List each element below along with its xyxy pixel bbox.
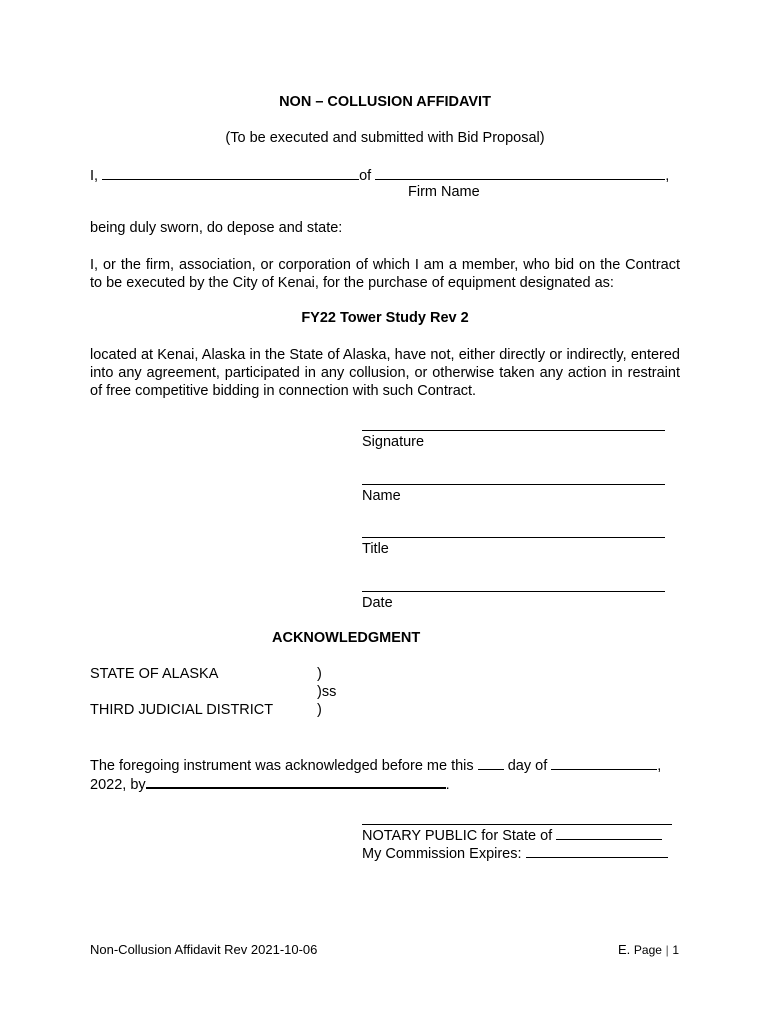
footer-prefix: E. (618, 942, 631, 957)
day-of-text: day of (507, 758, 548, 774)
sworn-statement: being duly sworn, do depose and state: (90, 220, 343, 236)
project-name: FY22 Tower Study Rev 2 (301, 310, 469, 326)
district-label: THIRD JUDICIAL DISTRICT (90, 702, 274, 718)
date-line[interactable] (362, 591, 665, 592)
signature-line[interactable] (362, 430, 665, 431)
commission-expires-label: My Commission Expires: (362, 846, 522, 862)
foregoing-line (90, 756, 661, 774)
intro-of: of (359, 168, 372, 184)
footer-page (618, 942, 679, 957)
title-label: Title (362, 541, 389, 557)
paragraph-non-collusion: located at Kenai, Alaska in the State of Alaska, have not, either directly or indirectly, entered into any agreement, participated in any collusion, or otherwise taken any action in restraint of free competitive bidding in connection with such Contract. (90, 347, 680, 399)
document-subtitle: (To be executed and submitted with Bid Proposal) (225, 130, 545, 146)
firm-name-label: Firm Name (408, 184, 480, 200)
intro-prefix: I, (90, 168, 99, 184)
intro-line (90, 166, 669, 184)
intro-suffix: , (665, 168, 670, 184)
notary-public-label: NOTARY PUBLIC for State of (362, 828, 553, 844)
foregoing-comma: , (657, 758, 662, 774)
affiant-name-blank[interactable] (102, 166, 359, 180)
title-line[interactable] (362, 537, 665, 538)
signature-label: Signature (362, 434, 425, 450)
foregoing-text: The foregoing instrument was acknowledged before me this (90, 758, 474, 774)
year-by-text: 2022, by (90, 777, 146, 793)
year-by-period: . (445, 777, 450, 793)
notary-signature-line[interactable] (362, 824, 672, 825)
document-title: NON – COLLUSION AFFIDAVIT (279, 94, 491, 110)
commission-line (362, 844, 668, 862)
month-blank[interactable] (551, 756, 657, 770)
year-by-line (90, 774, 450, 793)
paragraph-bid: I, or the firm, association, or corporation of which I am a member, who bid on the Contract to be executed by the City of Kenai, for the purchase of equipment designated as: (90, 257, 680, 291)
notary-line (362, 826, 662, 844)
footer-page-label: Page (633, 943, 662, 957)
footer-separator: | (665, 943, 669, 957)
acknowledged-by-blank[interactable] (146, 774, 446, 789)
footer-page-number: 1 (672, 943, 680, 957)
paren-top: ) (317, 666, 322, 682)
paren-bottom: ) (317, 702, 322, 718)
date-label: Date (362, 595, 393, 611)
state-label: STATE OF ALASKA (90, 666, 219, 682)
footer-revision: Non-Collusion Affidavit Rev 2021-10-06 (90, 942, 318, 957)
commission-expires-blank[interactable] (526, 844, 668, 858)
day-blank[interactable] (478, 756, 504, 770)
ss-label: )ss (317, 684, 337, 700)
name-line[interactable] (362, 484, 665, 485)
notary-state-blank[interactable] (556, 826, 662, 840)
acknowledgment-heading: ACKNOWLEDGMENT (272, 630, 421, 646)
name-label: Name (362, 488, 401, 504)
firm-name-blank[interactable] (375, 166, 665, 180)
